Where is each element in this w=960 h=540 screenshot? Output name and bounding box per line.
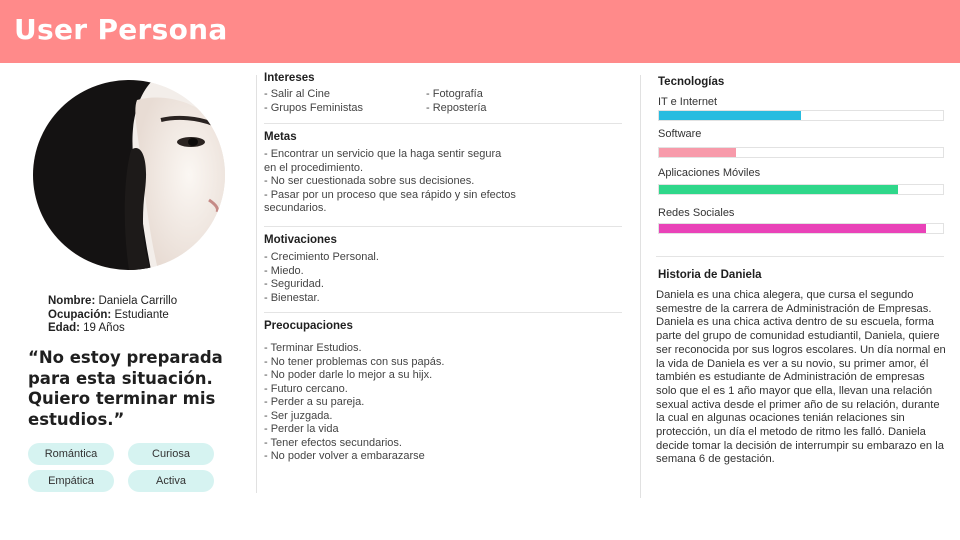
interests-col2 <box>426 88 487 115</box>
tech-bar <box>658 110 944 121</box>
concern-line: - Ser juzgada. <box>264 409 333 422</box>
concern-line: - Terminar Estudios. <box>264 342 362 354</box>
tech-bar-fill <box>659 111 801 120</box>
story-title: Historia de Daniela <box>658 269 762 281</box>
column-divider <box>256 75 257 493</box>
interests-col1 <box>264 88 363 115</box>
interest-item: - Grupos Feministas <box>264 101 364 114</box>
profile-info <box>48 295 177 336</box>
interest-item: - Fotografía <box>426 88 483 100</box>
concerns-list <box>264 342 444 464</box>
motivation-line: - Seguridad. <box>264 278 324 290</box>
section-divider <box>656 256 944 257</box>
persona-quote: “No estoy preparada para esta situación. Quiero terminar mis estudios.” <box>28 348 223 429</box>
concern-line: - Futuro cercano. <box>264 382 348 395</box>
goals-title: Metas <box>264 131 297 143</box>
concern-line: - Tener efectos secundarios. <box>264 436 402 449</box>
tech-bar <box>658 223 944 234</box>
concern-line: - Perder la vida <box>264 423 339 435</box>
goals-list <box>264 148 624 216</box>
trait-tag: Romántica <box>28 443 114 465</box>
page-title: User Persona <box>14 13 228 46</box>
concern-line: - No tener problemas con sus papás. <box>264 355 445 368</box>
section-divider <box>264 226 622 227</box>
goal-line: secundarios. <box>264 202 327 214</box>
age-row <box>48 322 177 336</box>
name-row <box>48 295 177 309</box>
header-banner <box>0 0 960 63</box>
interests-title: Intereses <box>264 72 315 84</box>
persona-photo <box>33 80 225 270</box>
concerns-title: Preocupaciones <box>264 320 353 332</box>
tech-bar-fill <box>659 148 736 157</box>
section-divider <box>264 123 622 124</box>
tech-bar <box>658 184 944 195</box>
section-divider <box>264 312 622 313</box>
tech-bar-fill <box>659 185 898 194</box>
occupation-row <box>48 309 177 323</box>
concern-line: - No poder volver a embarazarse <box>264 450 425 462</box>
interest-item: - Salir al Cine <box>264 88 331 100</box>
tech-bar-fill <box>659 224 926 233</box>
column-divider <box>640 75 641 498</box>
trait-tag: Activa <box>128 470 214 492</box>
tech-title: Tecnologías <box>658 76 725 88</box>
motivation-line: - Crecimiento Personal. <box>264 251 379 263</box>
occupation-value: Estudiante <box>114 308 169 321</box>
tech-bar <box>658 147 944 158</box>
motivations-title: Motivaciones <box>264 234 337 246</box>
concern-line: - No poder darle lo mejor a su hijx. <box>264 369 433 381</box>
age-label: Edad: <box>48 322 80 334</box>
motivation-line: - Miedo. <box>264 264 304 277</box>
goal-line: - Pasar por un proceso que sea rápido y sin efectos <box>264 188 516 201</box>
motivations-list <box>264 251 379 305</box>
goal-line: - Encontrar un servicio que la haga sentir segura <box>264 148 502 160</box>
interest-item: - Repostería <box>426 101 487 114</box>
age-value: 19 Años <box>83 322 125 334</box>
name-value: Daniela Carrillo <box>98 295 178 307</box>
trait-tag: Empática <box>28 470 114 492</box>
tech-label: Redes Sociales <box>658 207 735 219</box>
portrait-illustration <box>33 80 225 270</box>
motivation-line: - Bienestar. <box>264 291 320 304</box>
trait-tag: Curiosa <box>128 443 214 465</box>
story-text: Daniela es una chica alegera, que cursa el segundo semestre de la carrera de Administración de Empresas. Daniela es una chica activa dentro de su escuela, forma parte del grupo de comunidad estudiantil, Daniela, quiere ser reconocida por sus logros escolares. Un día normal en la vida de Daniela es ver a su novio, su primer amor, él también es estudiante de Administración de empresas solo que el es 1 año mayor que ella, llevan una relación sexual activa desde el primer año de su relación, durante la cual en algunas ocaciones tenián relaciones sin protección, un día el metodo de ritmo les falló. Daniela decide tomar la decisión de interrumpir su embarazo en la semana 6 de gestación. <box>656 289 946 466</box>
occupation-label: Ocupación: <box>48 308 112 321</box>
goal-line: en el procedimiento. <box>264 161 364 174</box>
goal-line: - No ser cuestionada sobre sus decisiones. <box>264 175 475 187</box>
name-label: Nombre: <box>48 295 96 307</box>
tech-label: Aplicaciones Móviles <box>658 167 761 179</box>
tech-label: IT e Internet <box>658 96 718 108</box>
concern-line: - Perder a su pareja. <box>264 396 365 408</box>
tech-label: Software <box>658 128 702 140</box>
